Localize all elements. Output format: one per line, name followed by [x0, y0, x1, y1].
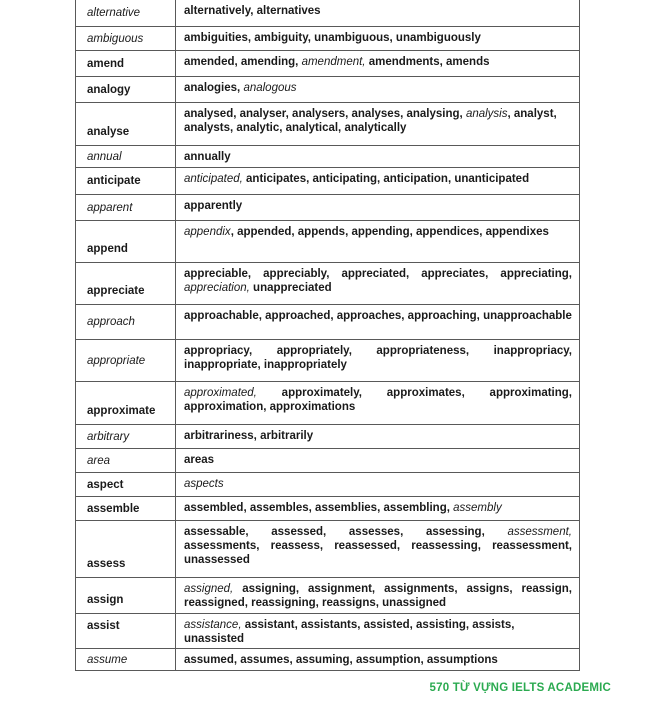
forms-cell	[176, 77, 579, 102]
form-segment: appropriacy, appropriately, appropriateness, inappropriacy, inappropriate, inappropriately	[184, 345, 572, 371]
form-segment: anticipated,	[184, 173, 243, 185]
word-cell	[76, 103, 176, 145]
form-segment: assembly	[453, 502, 502, 514]
form-segment: appreciation,	[184, 282, 250, 294]
word-cell	[76, 449, 176, 472]
word-text: assess	[87, 558, 126, 570]
word-cell	[76, 425, 176, 448]
forms-cell	[176, 103, 579, 145]
form-segment: analogous	[243, 82, 297, 94]
word-text: anticipate	[87, 175, 141, 187]
form-segment: amended, amending,	[184, 56, 302, 68]
word-text: amend	[87, 57, 125, 70]
word-text: approach	[87, 316, 135, 328]
word-text: aspect	[87, 478, 124, 491]
word-text: area	[87, 454, 111, 467]
word-cell	[76, 473, 176, 496]
form-segment: annually	[184, 151, 231, 163]
table-row	[76, 614, 579, 649]
form-segment: amendments, amends	[365, 56, 490, 68]
word-text: append	[87, 243, 128, 255]
word-text: apparent	[87, 201, 133, 214]
table-row	[76, 473, 579, 497]
table-row	[76, 27, 579, 51]
form-segment: assistant, assistants, assisted, assisting, assists, unassisted	[184, 619, 515, 645]
form-segment: assessable, assessed, assesses, assessing,	[184, 526, 508, 538]
table-row	[76, 77, 579, 103]
table-row	[76, 382, 579, 425]
word-text: assemble	[87, 502, 140, 515]
word-cell	[76, 497, 176, 520]
form-segment: , analyst, analysts, analytic, analytical, analytically	[184, 108, 557, 134]
forms-cell	[176, 497, 579, 520]
word-text: alternative	[87, 7, 141, 19]
forms-cell	[176, 263, 579, 304]
form-segment: assigned,	[184, 583, 234, 595]
form-segment: assessments, reassess, reassessed, reassessing, reassessment, unassessed	[184, 540, 572, 566]
form-segment: apparently	[184, 200, 243, 212]
forms-cell	[176, 51, 579, 76]
form-segment: assembled, assembles, assemblies, assembling,	[184, 502, 454, 514]
forms-cell	[176, 340, 579, 381]
form-segment: analysed, analyser, analysers, analyses, analysing,	[184, 108, 466, 120]
form-segment: assumed, assumes, assuming, assumption, assumptions	[184, 654, 498, 666]
table-row	[76, 425, 579, 449]
form-segment: analysis	[465, 108, 508, 120]
word-cell	[76, 146, 176, 167]
word-cell	[76, 0, 176, 26]
form-segment: unappreciated	[249, 282, 332, 294]
form-segment: approximated,	[184, 387, 257, 399]
word-cell	[76, 27, 176, 50]
form-segment: assistance,	[184, 619, 242, 631]
form-segment: approximately, approximates, approximating, approximation, approximations	[184, 387, 572, 413]
form-segment: appreciable, appreciably, appreciated, appreciates, appreciating,	[184, 268, 572, 280]
table-row	[76, 221, 579, 263]
table-row	[76, 168, 579, 195]
table-row	[76, 263, 579, 305]
word-text: ambiguous	[87, 32, 144, 45]
word-cell	[76, 221, 176, 262]
table-row	[76, 305, 579, 340]
forms-cell	[176, 425, 579, 448]
forms-cell	[176, 305, 579, 339]
forms-cell	[176, 521, 579, 577]
footer-text: 570 TỪ VỰNG IELTS ACADEMIC	[429, 682, 611, 694]
table-row	[76, 340, 579, 382]
form-segment: areas	[184, 454, 215, 466]
word-text: annual	[87, 150, 122, 163]
forms-cell	[176, 0, 579, 26]
form-segment: alternatively, alternatives	[184, 5, 321, 17]
word-cell	[76, 521, 176, 577]
word-cell	[76, 340, 176, 381]
word-text: analogy	[87, 83, 131, 96]
word-cell	[76, 614, 176, 648]
table-row	[76, 521, 579, 578]
word-cell	[76, 77, 176, 102]
vocab-table	[75, 0, 580, 671]
forms-cell	[176, 449, 579, 472]
forms-cell	[176, 146, 579, 167]
word-text: approximate	[87, 405, 156, 417]
word-text: assume	[87, 653, 128, 666]
form-segment: arbitrariness, arbitrarily	[184, 430, 314, 442]
word-text: arbitrary	[87, 430, 130, 443]
form-segment: assigning, assignment, assignments, assigns, reassign, reassigned, reassigning, reassigns, unassigned	[184, 583, 572, 609]
table-row	[76, 0, 579, 27]
word-cell	[76, 382, 176, 424]
form-segment: approachable, approached, approaches, approaching, unapproachable	[184, 310, 572, 322]
form-segment: analogies,	[184, 82, 244, 94]
table-row	[76, 51, 579, 77]
table-row	[76, 103, 579, 146]
word-text: analyse	[87, 126, 130, 138]
word-cell	[76, 578, 176, 613]
forms-cell	[176, 195, 579, 220]
form-segment: aspects	[184, 478, 224, 490]
word-cell	[76, 51, 176, 76]
table-row	[76, 449, 579, 473]
forms-cell	[176, 168, 579, 194]
forms-cell	[176, 578, 579, 613]
form-segment: amendment,	[301, 56, 366, 68]
word-cell	[76, 649, 176, 670]
table-row	[76, 195, 579, 221]
forms-cell	[176, 649, 579, 670]
word-cell	[76, 305, 176, 339]
word-cell	[76, 195, 176, 220]
table-row	[76, 578, 579, 614]
word-text: appropriate	[87, 354, 146, 367]
form-segment: , appended, appends, appending, appendices, appendixes	[230, 226, 549, 238]
forms-cell	[176, 221, 579, 262]
word-cell	[76, 263, 176, 304]
table-row	[76, 146, 579, 168]
forms-cell	[176, 27, 579, 50]
word-cell	[76, 168, 176, 194]
forms-cell	[176, 382, 579, 424]
word-text: appreciate	[87, 285, 145, 297]
word-text: assist	[87, 620, 120, 632]
form-segment: appendix	[184, 226, 231, 238]
forms-cell	[176, 473, 579, 496]
form-segment: assessment,	[507, 526, 572, 538]
table-row	[76, 649, 579, 671]
table-row	[76, 497, 579, 521]
word-text: assign	[87, 594, 124, 606]
forms-cell	[176, 614, 579, 648]
form-segment: ambiguities, ambiguity, unambiguous, unambiguously	[184, 32, 481, 44]
form-segment: anticipates, anticipating, anticipation, unanticipated	[242, 173, 530, 185]
